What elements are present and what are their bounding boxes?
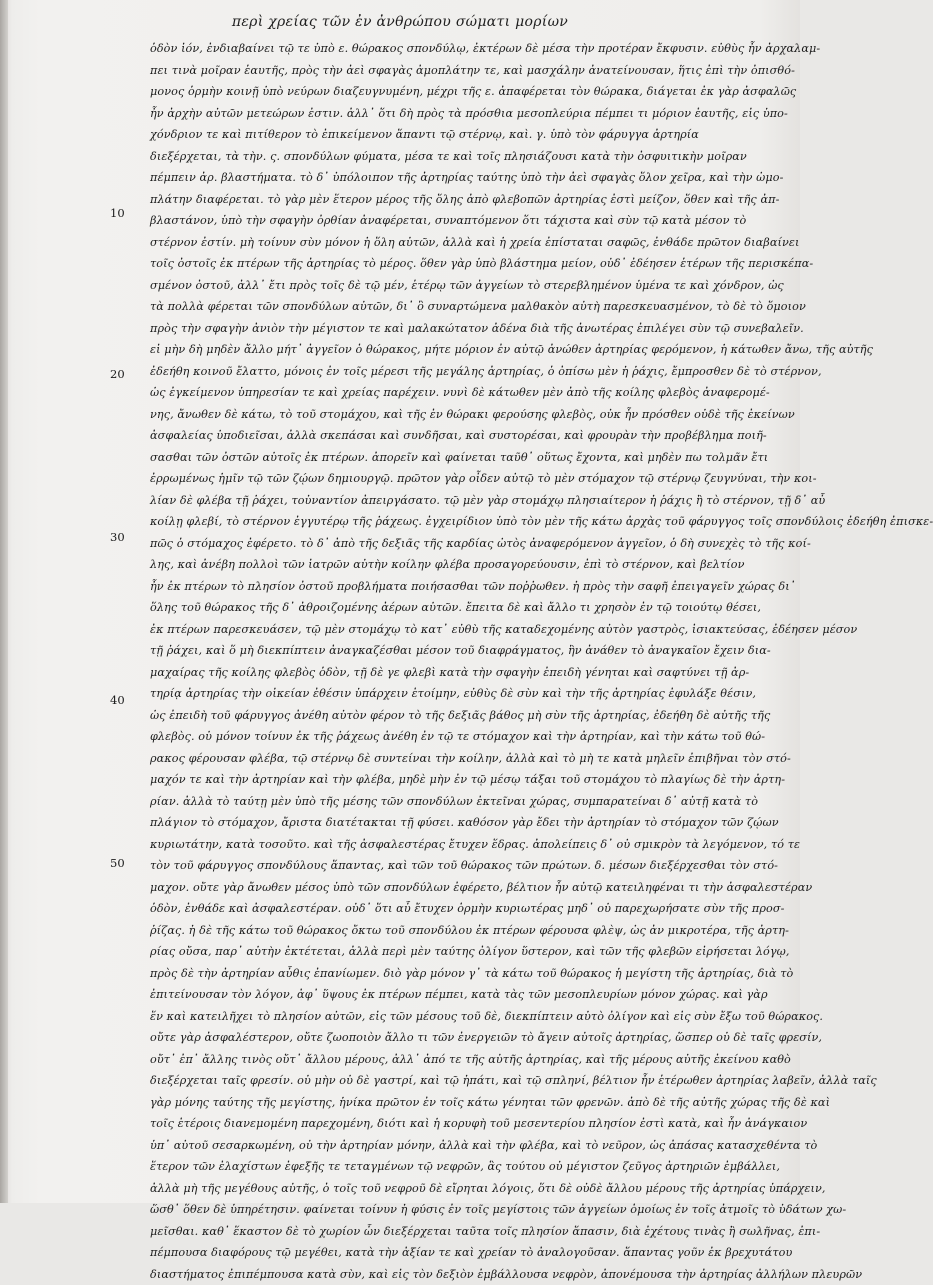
text-line: βλαστάνον, ὑπὸ τὴν σφαγὴν ὀρθίαν ἀναφέρεται, συναπτόμενον ὅτι τάχιστα καὶ σὺν τῷ κατὰ μέσον τὸ [150, 210, 770, 232]
main-text-block [150, 38, 770, 1285]
text-line: τηρίᾳ ἀρτηρίας τὴν οἰκείαν ἐθέσιν ὑπάρχειν ἑτοίμην, εὐθὺς δὲ σὺν καὶ τὴν τῆς ἀρτηρίας ἐφυλάξε θέσιν, [150, 683, 770, 705]
text-line: τοῖς ὀστοῖς ἐκ πτέρων τῆς ἀρτηρίας τὸ μέρος. ὅθεν γὰρ ὑπὸ βλάστημα μείον, οὐδ᾽ ἐδέησεν ἑτέρων τῆς περισκέπα- [150, 253, 770, 275]
text-line: ἦν ἀρχὴν αὐτῶν μετεώρων ἐστιν. ἀλλ᾽ ὅτι δὴ πρὸς τὰ πρόσθια μεσοπλεύρια πέμπει τι μόριον ἑαυτῆς, εἰς ὑπο- [150, 103, 770, 125]
text-line: ῥίζας. ἡ δὲ τῆς κάτω τοῦ θώρακος ὄκτω τοῦ σπονδύλου ἐκ πτέρων φέρουσα φλὲψ, ὡς ἀν μικροτέρα, τῆς ἀρτη- [150, 920, 770, 942]
text-line: γὰρ μόνης ταύτης τῆς μεγίστης, ἡνίκα πρῶτον ἐν τοῖς κάτω γένηται τῶν φρενῶν. ἀπὸ δὲ τῆς αὐτῆς χώρας τῆς δὲ καὶ [150, 1092, 770, 1114]
text-line: ἕτερον τῶν ἐλαχίστων ἐφεξῆς τε τεταγμένων τῷ νεφρῶν, ἃς τούτου οὐ μέγιστον ζεῦγος ἀρτηριῶν ἐμβάλλει, [150, 1156, 770, 1178]
text-line: πῶς ὁ στόμαχος ἐφέρετο. τὸ δ᾽ ἀπὸ τῆς δεξιᾶς τῆς καρδίας ὠτὸς ἀναφερόμενον ἀγγεῖον, ὁ δὴ συνεχὲς τὸ τῆς κοί- [150, 533, 770, 555]
text-line: πρὸς δὲ τὴν ἀρτηρίαν αὖθις ἐπανίωμεν. διὸ γὰρ μόνον γ᾽ τὰ κάτω τοῦ θώρακος ἡ μεγίστη τῆς ἀρτηρίας, διὰ τὸ [150, 963, 770, 985]
text-line: οὔτε γὰρ ἀσφαλέστερον, οὔτε ζωοποιὸν ἄλλο τι τῶν ἐνεργειῶν τὸ ἄγειν αὐτοῖς ἀρτηρίας, ὥσπερ οὐ δὲ ταῖς φρεσίν, [150, 1027, 770, 1049]
text-line: μαχαίρας τῆς κοίλης φλεβὸς ὁδὸν, τῇ δὲ γε φλεβὶ κατὰ τὴν σφαγὴν ἐπειδὴ γένηται καὶ σαφτύνει τῇ ἀρ- [150, 662, 770, 684]
text-line: ἕν καὶ κατειλῆχει τὸ πλησίον αὐτῶν, εἰς τῶν μέσους τοῦ δὲ, διεκπίπτειν αὐτὸ ὀλίγον καὶ εἰς σὺν ἔξω τοῦ θώρακος. [150, 1006, 770, 1028]
text-line: ἐκ πτέρων παρεσκευάσεν, τῷ μὲν στομάχῳ τὸ κατ᾽ εὐθὺ τῆς καταδεχομένης αὐτὸν γαστρὸς, ἰσιακτεύσας, ἐδέησεν μέσον [150, 619, 770, 641]
text-line: πέμπουσα διαφόρους τῷ μεγέθει, κατὰ τὴν ἀξίαν τε καὶ χρείαν τὸ ἀναλογοῦσαν. ἅπαντας γοῦν ἐκ βρεχυτάτου [150, 1242, 770, 1264]
text-line: ρακος φέρουσαν φλέβα, τῷ στέρνῳ δὲ συντείναι τὴν κοίλην, ἀλλὰ καὶ τὸ μὴ τε κατὰ μηλεῖν ἐπιβῆναι τὸν στό- [150, 748, 770, 770]
text-line: πρὸς τὴν σφαγὴν ἀνιὸν τὴν μέγιστον τε καὶ μαλακώτατον ἀδένα διὰ τῆς ἀνωτέρας ἐπιλέγει σὺν τῷ συνεβαλεῖν. [150, 318, 770, 340]
text-line: πλάγιον τὸ στόμαχον, ἄριστα διατέτακται τῇ φύσει. καθόσον γὰρ ἔδει τὴν ἀρτηρίαν τὸ στόμαχον τῶν ζῴων [150, 812, 770, 834]
text-line: διεξέρχεται, τὰ τὴν. ς. σπονδύλων φύματα, μέσα τε καὶ τοῖς πλησιάζουσι κατὰ τὴν ὀσφυιτικὴν μοῖραν [150, 146, 770, 168]
line-number-10: 10 [110, 203, 148, 225]
text-line: μαχον. οὔτε γὰρ ἄνωθεν μέσος ὑπὸ τῶν σπονδύλων ἐφέρετο, βέλτιον ἦν αὐτῷ κατειληφέναι τι τὴν ἀσφαλεστέραν [150, 877, 770, 899]
text-line: τὰ πολλὰ φέρεται τῶν σπονδύλων αὐτῶν, δι᾽ ὃ συναρτώμενα μαλθακὸν αὐτὴ παρεσκευασμένον, τὸ δὲ τὸ ὅμοιον [150, 296, 770, 318]
text-line: κοίλῃ φλεβί, τὸ στέρνον ἐγγυτέρῳ τῆς ῥάχεως. ἐγχειρίδιον ὑπὸ τὸν μὲν τῆς κάτω ἀρχὰς τοῦ φάρυγγος τοῖς σπονδύλοις ἐδεήθη ἐπισκε- [150, 511, 770, 533]
line-number-20: 20 [110, 364, 148, 386]
text-line: ὑπ᾽ αὐτοῦ σεσαρκωμένη, οὐ τὴν ἀρτηρίαν μόνην, ἀλλὰ καὶ τὴν φλέβα, καὶ τὸ νεῦρον, ὡς ἀπάσας κατασχεθέντα τὸ [150, 1135, 770, 1157]
running-header: περὶ χρείας τῶν ἐν ἀνθρώπου σώματι μορίων [0, 14, 800, 30]
page-gutter [0, 0, 8, 1203]
text-line: ἀλλὰ μὴ τῆς μεγέθους αὐτῆς, ὁ τοῖς τοῦ νεφροῦ δὲ εἴρηται λόγοις, ὅτι δὲ οὐδὲ ἄλλου μέρους τῆς ἀρτηρίας ὑπάρχειν, [150, 1178, 770, 1200]
text-line: ὥσθ᾽ ὅθεν δὲ ὑπηρέτησιν. φαίνεται τοίνυν ἡ φύσις ἐν τοῖς μεγίστοις τῶν ἀγγείων ὁμοίως ἐν τοῖς ἀτμοῖς τὸ ὑδάτων χω- [150, 1199, 770, 1221]
text-line: ἀσφαλείας ὑποδιεῖσαι, ἀλλὰ σκεπάσαι καὶ συνδῆσαι, καὶ συστορέσαι, καὶ φρουρὰν τὴν προβέβλημα ποιῆ- [150, 425, 770, 447]
text-line: διεξέρχεται ταῖς φρεσίν. οὐ μὴν οὐ δὲ γαστρί, καὶ τῷ ἡπάτι, καὶ τῷ σπληνί, βέλτιον ἦν ἑτέρωθεν ἀρτηρίας λαβεῖν, ἀλλὰ ταῖς [150, 1070, 770, 1092]
text-line: χόνδριον τε καὶ πιτίθερον τὸ ἐπικείμενον ἅπαντι τῷ στέρνῳ, καὶ. γ. ὑπὸ τὸν φάρυγγα ἀρτηρία [150, 124, 770, 146]
line-number-40: 40 [110, 690, 148, 712]
text-line: νης, ἄνωθεν δὲ κάτω, τὸ τοῦ στομάχου, καὶ τῆς ἐν θώρακι φερούσης φλεβὸς, οὐκ ἦν πρόσθεν οὐδὲ τῆς ἐκείνων [150, 404, 770, 426]
text-line: ἐπιτείνουσαν τὸν λόγον, ἀφ᾽ ὕψους ἐκ πτέρων πέμπει, κατὰ τὰς τῶν μεσοπλευρίων μόνον χώρας. καὶ γὰρ [150, 984, 770, 1006]
text-line: πλάτην διαφέρεται. τὸ γὰρ μὲν ἕτερον μέρος τῆς ὅλης ἀπὸ φλεβοπῶν ἀρτηρίας ἐστὶ μείζον, ὅθεν καὶ τῆς ἀπ- [150, 189, 770, 211]
text-line: λίαν δὲ φλέβα τῇ ῥάχει, τοὐναντίον ἀπειργάσατο. τῷ μὲν γὰρ στομάχῳ πλησιαίτερον ἡ ῥάχις ἢ τὸ στέρνον, τῇ δ᾽ αὖ [150, 490, 770, 512]
text-line: πέμπειν ἀρ. βλαστήματα. τὸ δ᾽ ὑπόλοιπον τῆς ἀρτηρίας ταύτης ὑπὸ τὴν ἀεὶ σφαγὰς ὅλον χεῖρα, καὶ τὴν ὠμο- [150, 167, 770, 189]
text-line: λης, καὶ ἀνέβη πολλοὶ τῶν ἰατρῶν αὐτὴν κοίλην φλέβα προσαγορεύουσιν, ἐπὶ τὸ στέρνον, καὶ βελτίον [150, 554, 770, 576]
text-line: τοῖς ἑτέροις διανεμομένη παρεχομένη, διότι καὶ ἡ κορυφὴ τοῦ μεσεντερίου πλησίον ἐστὶ κατὰ, καὶ ἦν ἀνάγκαιον [150, 1113, 770, 1135]
text-line: σασθαι τῶν ὀστῶν αὐτοῖς ἐκ πτέρων. ἀπορεῖν καὶ φαίνεται ταῦθ᾽ οὕτως ἔχοντα, καὶ μηδὲν πω τολμᾶν ἔτι [150, 447, 770, 469]
text-line: ὁδὸν, ἐνθάδε καὶ ἀσφαλεστέραν. οὐδ᾽ ὅτι αὖ ἔτυχεν ὁρμὴν κυριωτέρας μηδ᾽ οὐ παρεχωρήσατε σὺν τῆς προσ- [150, 898, 770, 920]
text-line: σμένον ὀστοῦ, ἀλλ᾽ ἔτι πρὸς τοῖς δὲ τῷ μέν, ἑτέρῳ τῶν ἀγγείων τὸ στερεβλημένον ὑμένα τε καὶ χόνδρον, ὡς [150, 275, 770, 297]
text-line: κυριωτάτην, κατὰ τοσοῦτο. καὶ τῆς ἀσφαλεστέρας ἔτυχεν ἕδρας. ἀπολείπεις δ᾽ οὐ σμικρὸν τὰ λεγόμενον, τό τε [150, 834, 770, 856]
text-line: τῇ ῥάχει, καὶ ὅ μὴ διεκπίπτειν ἀναγκαζέσθαι μέσον τοῦ διαφράγματος, ἣν ἀνάθεν τὸ ἀναγκαῖον ἔχειν δια- [150, 640, 770, 662]
line-number-50: 50 [110, 853, 148, 875]
text-line: φλεβὸς. οὐ μόνον τοίνυν ἐκ τῆς ῥάχεως ἀνέθη ἐν τῷ τε στόμαχον καὶ τὴν ἀρτηρίαν, καὶ τὴν κάτω τοῦ θώ- [150, 726, 770, 748]
text-line: ἐδεήθη κοινοῦ ἔλαττο, μόνοις ἐν τοῖς μέρεσι τῆς μεγάλης ἀρτηρίας, ὁ ὀπίσω μὲν ἡ ῥάχις, ἔμπροσθεν δὲ τὸ στέρνον, [150, 361, 770, 383]
text-line: ὅλης τοῦ θώρακος τῆς δ᾽ ἀθροιζομένης ἀέρων αὐτῶν. ἔπειτα δὲ καὶ ἄλλο τι χρησὸν ἐν τῷ τοιούτῳ θέσει, [150, 597, 770, 619]
line-number-30: 30 [110, 527, 148, 549]
text-line: ὡς ἐπειδὴ τοῦ φάρυγγος ἀνέθη αὐτὸν φέρον τὸ τῆς δεξιᾶς βάθος μὴ σὺν τῆς ἀρτηρίας, ἐδεήθη δὲ αὐτῆς τῆς [150, 705, 770, 727]
text-line: ἐρρωμένως ἡμῖν τῷ τῶν ζῴων δημιουργῷ. πρῶτον γὰρ οἶδεν αὐτῷ τὸ μὲν στόμαχον τῷ στέρνῳ ζευγνύναι, τὴν κοι- [150, 468, 770, 490]
text-line: πει τινὰ μοῖραν ἑαυτῆς, πρὸς τὴν ἀεὶ σφαγὰς ἀμοπλάτην τε, καὶ μασχάλην ἀνατείνουσαν, ἥτις ἐπὶ τὴν ὀπισθό- [150, 60, 770, 82]
text-line: ἦν ἐκ πτέρων τὸ πλησίον ὀστοῦ προβλήματα ποιήσασθαι τῶν ποῤῥωθεν. ἡ πρὸς τὴν σαφῆ ἐπειγαγεῖν χώρας δι᾽ [150, 576, 770, 598]
text-line: εἰ μὴν δὴ μηδὲν ἄλλο μήτ᾽ ἀγγεῖον ὁ θώρακος, μήτε μόριον ἐν αὐτῷ ἀνώθεν ἀρτηρίας φερόμενον, ἡ κάτωθεν ἄνω, τῆς αὐτῆς [150, 339, 770, 361]
text-line: διαστήματος ἐπιπέμπουσα κατὰ σὺν, καὶ εἰς τὸν δεξιὸν ἐμβάλλουσα νεφρὸν, ἀπονέμουσα τὴν ἀρτηρίας ἀλλήλων πλευρῶν [150, 1264, 770, 1285]
text-line: οὔτ᾽ ἐπ᾽ ἄλλης τινὸς οὔτ᾽ ἄλλου μέρους, ἀλλ᾽ ἀπό τε τῆς αὐτῆς ἀρτηρίας, καὶ τῆς μέρους αὐτῆς ἐκείνου καθὸ [150, 1049, 770, 1071]
text-line: ρίας οὔσα, παρ᾽ αὐτὴν ἐκτέτεται, ἀλλὰ περὶ μὲν ταύτης ὀλίγον ὕστερον, καὶ τῶν τῆς φλεβῶν εἰρήσεται λόγῳ, [150, 941, 770, 963]
text-line: μαχόν τε καὶ τὴν ἀρτηρίαν καὶ τὴν φλέβα, μηδὲ μὴν ἐν τῷ μέσῳ τάξαι τοῦ στομάχου τὸ πλαγίως δὲ τὴν ἀρτη- [150, 769, 770, 791]
text-line: ρίαν. ἀλλὰ τὸ ταύτῃ μὲν ὑπὸ τῆς μέσης τῶν σπονδύλων ἐκτεῖναι χώρας, συμπαρατείναι δ᾽ αὐτῇ κατὰ τὸ [150, 791, 770, 813]
text-line: ὁδὸν ἰόν, ἐνδιαβαίνει τῷ τε ὑπὸ ε. θώρακος σπονδύλῳ, ἐκτέρων δὲ μέσα τὴν προτέραν ἔκφυσιν. εὐθὺς ἦν ἀρχαλαμ- [150, 38, 770, 60]
text-line: ὡς ἐγκείμενον ὑπηρεσίαν τε καὶ χρείας παρέχειν. νυνὶ δὲ κάτωθεν μὲν ἀπὸ τῆς κοίλης φλεβὸς ἀναφερομέ- [150, 382, 770, 404]
text-line: στέρνον ἐστίν. μὴ τοίνυν σὺν μόνον ἡ ὅλη αὐτῶν, ἀλλὰ καὶ ἡ χρεία ἐπίσταται σαφῶς, ἐνθάδε πρῶτον διαβαίνει [150, 232, 770, 254]
text-line: μεῖσθαι. καθ᾽ ἕκαστον δὲ τὸ χωρίον ὧν διεξέρχεται ταῦτα τοῖς πλησίον ἅπασιν, διὰ ἐχέτους τινὰς ἢ σωλῆνας, ἐπι- [150, 1221, 770, 1243]
text-line: μονος ὁρμὴν κοινῇ ὑπὸ νεύρων διαζευγνυμένη, μέχρι τῆς ε. ἀπαφέρεται τὸν θώρακα, διάγεται ἐκ γὰρ ἀσφαλῶς [150, 81, 770, 103]
text-line: τὸν τοῦ φάρυγγος σπονδύλους ἅπαντας, καὶ τῶν τοῦ θώρακος τῶν πρώτων. δ. μέσων διεξέρχεσθαι τὸν στό- [150, 855, 770, 877]
